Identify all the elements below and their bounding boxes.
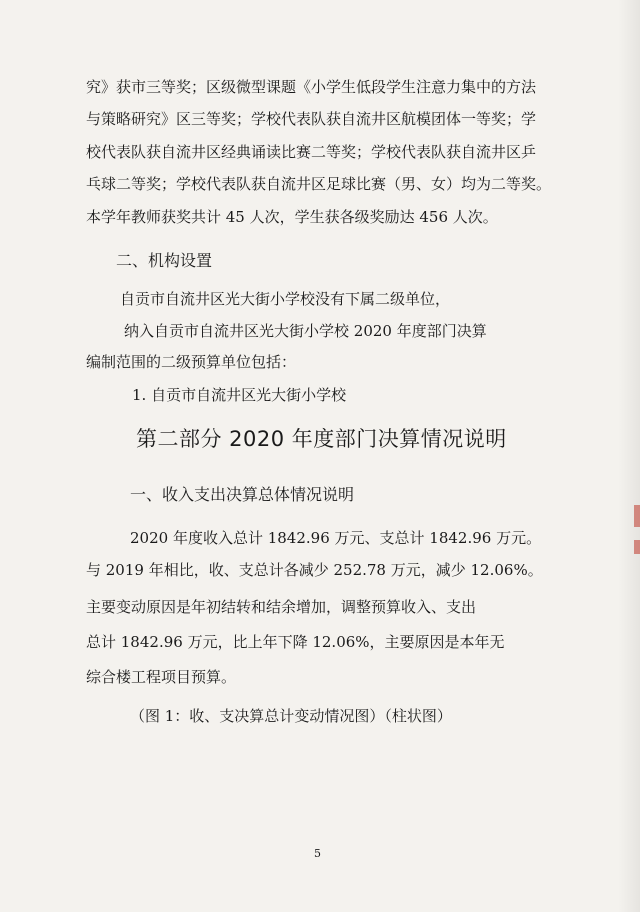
paragraph-line: 乓球二等奖；学校代表队获自流井区足球比赛（男、女）均为二等奖。 <box>86 175 552 193</box>
paragraph-line: 究》获市三等奖；区级微型课题《小学生低段学生注意力集中的方法 <box>86 78 537 96</box>
org-line: 纳入自贡市自流井区光大街小学校 2020 年度部门决算 <box>124 322 487 340</box>
red-stamp-edge <box>634 505 640 527</box>
figure-caption: （图 1：收、支决算总计变动情况图）（柱状图） <box>130 707 452 725</box>
section-heading: 二、机构设置 <box>116 251 213 270</box>
part-title: 第二部分 2020 年度部门决算情况说明 <box>136 427 507 451</box>
scan-edge-shadow <box>618 0 640 912</box>
paragraph-line: 本学年教师获奖共计 45 人次，学生获各级奖励达 456 人次。 <box>86 208 498 226</box>
red-stamp-edge <box>634 540 640 554</box>
summary-line: 2020 年度收入总计 1842.96 万元、支总计 1842.96 万元。 <box>130 529 542 547</box>
org-list-item: 1. 自贡市自流井区光大街小学校 <box>132 386 347 404</box>
paragraph-line: 校代表队获自流井区经典诵读比赛二等奖；学校代表队获自流井区乒 <box>86 143 537 161</box>
summary-line: 总计 1842.96 万元，比上年下降 12.06%，主要原因是本年无 <box>86 633 505 651</box>
subsection-heading: 一、收入支出决算总体情况说明 <box>130 485 355 504</box>
summary-line: 主要变动原因是年初结转和结余增加，调整预算收入、支出 <box>86 598 477 616</box>
paragraph-line: 与策略研究》区三等奖；学校代表队获自流井区航模团体一等奖；学 <box>86 110 537 128</box>
page-number: 5 <box>314 847 321 860</box>
summary-line: 与 2019 年相比，收、支总计各减少 252.78 万元，减少 12.06%。 <box>86 561 543 579</box>
org-line: 编制范围的二级预算单位包括： <box>86 353 297 371</box>
summary-line: 综合楼工程项目预算。 <box>86 668 237 686</box>
org-line: 自贡市自流井区光大街小学校没有下属二级单位， <box>120 290 451 308</box>
